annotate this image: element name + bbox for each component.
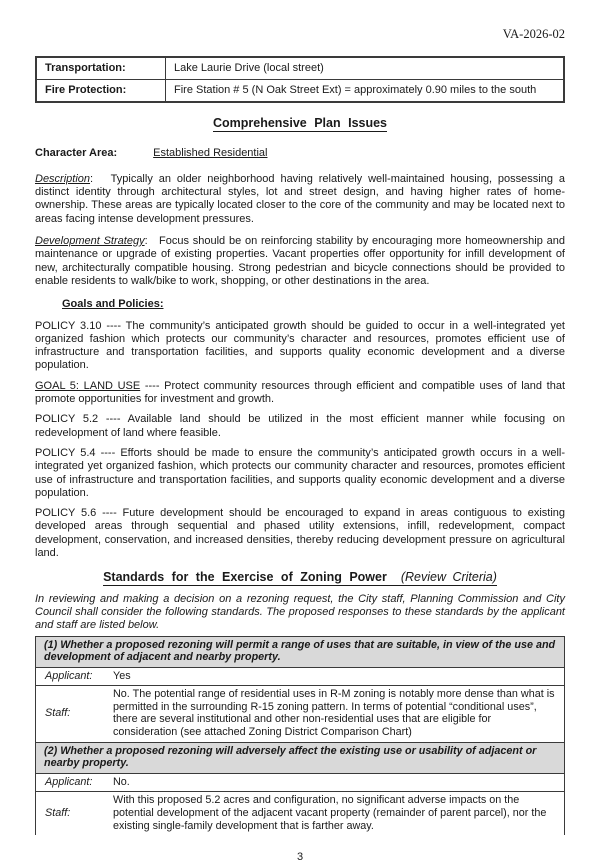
- character-area-line: [35, 147, 565, 160]
- description-paragraph: [35, 173, 565, 226]
- section-title-text: Comprehensive Plan Issues: [212, 116, 388, 131]
- goals-and-policies-heading: Goals and Policies:: [62, 298, 164, 311]
- policy-text: Efforts should be made to ensure the community’s anticipated growth occurs in a well-integrated yet organized fashion, which protects our community character and resources, promotes efficient use of infrastructure and transportation facilities, and supports quality economic development and a diverse population.: [35, 446, 566, 499]
- policy-text: The community’s anticipated growth should be guided to occur in a well-integrated yet organized fashion which protects our community’s character and resources, promotes efficient use of infrastructure and transportation facilities, and supports quality economic development and a diverse population.: [35, 319, 565, 372]
- description-label: Description: [35, 172, 91, 185]
- transportation-label: Transportation:: [36, 57, 166, 80]
- policy-lead: POLICY 3.10: [35, 319, 102, 332]
- site-info-table: [35, 56, 565, 103]
- goal-text: Protect community resources through efficient and compatible uses of land that promote opportunities for investment and growth.: [35, 379, 565, 406]
- policy-5-2-paragraph: [35, 413, 565, 440]
- policy-5-6-paragraph: [35, 507, 565, 560]
- description-colon: :: [90, 172, 94, 185]
- policy-3-10-paragraph: [35, 320, 565, 373]
- policy-text: Future development should be encouraged to expand in areas contiguous to existing developed areas through sequential and phased utility extensions, infill, redevelopment, compact development, conservation, and increased densities, thereby reducing development pressure on agricultural land.: [35, 507, 566, 560]
- standards-title-wrap: [103, 570, 497, 586]
- applicant-response: No.: [107, 773, 565, 792]
- policy-5-4-paragraph: [35, 447, 565, 500]
- development-strategy-label: Development Strategy: [35, 235, 145, 248]
- criterion-2-header-row: [36, 742, 565, 773]
- policy-lead: POLICY 5.2: [35, 413, 99, 426]
- page-number: 3: [296, 851, 304, 864]
- transportation-value: Lake Laurie Drive (local street): [166, 57, 565, 80]
- development-strategy-colon: :: [144, 235, 148, 248]
- section-title-standards: [35, 571, 565, 584]
- criterion-2-applicant-row: [36, 773, 565, 792]
- goal-dashes: ----: [140, 379, 165, 392]
- description-text: Typically an older neighborhood having relatively well-maintained housing, possessing a distinct identity through architectural styles, lot and street design, and having higher rates of home-ownership. These areas are typically located closer to the core of the community and may be located next to areas facing intense development pressures.: [35, 172, 565, 225]
- criterion-1-staff-row: [36, 686, 565, 742]
- character-area-label: Character Area:: [35, 146, 118, 159]
- policy-lead: POLICY 5.4: [35, 446, 96, 459]
- character-area-value: Established Residential: [153, 146, 268, 159]
- standards-title-text: Standards for the Exercise of Zoning Power: [103, 570, 387, 585]
- applicant-response: Yes: [107, 667, 565, 686]
- applicant-label: Applicant:: [36, 667, 108, 686]
- standards-intro-paragraph: In reviewing and making a decision on a rezoning request, the City staff, Planning Commission and City Council shall consider the following standards. The proposed responses to these standards by the applicant and staff are listed below.: [35, 592, 565, 632]
- fire-protection-value: Fire Station # 5 (N Oak Street Ext) = approximately 0.90 miles to the south: [166, 80, 565, 103]
- staff-response: No. The potential range of residential uses in R-M zoning is notably more dense than what is permitted in the surrounding R-15 zoning pattern. In terms of potential “conditional uses”, there are several institutional and other non-residential uses that are eligible for consideration (see attached Zoning District Comparison Chart): [107, 686, 565, 742]
- goal-5-land-use-paragraph: [35, 380, 565, 407]
- development-strategy-text: Focus should be on reinforcing stability by encouraging more homeownership and maintenance or upgrade of existing properties. Vacant properties offer opportunity for infill development of new, architecturally compatible housing. Strong pedestrian and bicycle connections should be provided to enable residents to walk/bike to work, shopping, or other destinations in the area.: [35, 235, 566, 287]
- policy-dashes: ----: [96, 507, 123, 520]
- staff-response: With this proposed 5.2 acres and configuration, no significant adverse impacts on the potential development of the adjacent vacant property (remainder of parent parcel), nor the existing single-family development that is farther away.: [113, 794, 547, 832]
- fire-protection-label: Fire Protection:: [36, 80, 166, 103]
- staff-label: Staff:: [36, 686, 108, 742]
- criterion-1-applicant-row: [36, 667, 565, 686]
- table-row: [36, 80, 564, 103]
- staff-label: Staff:: [45, 807, 71, 820]
- goal-lead: GOAL 5: LAND USE: [35, 379, 141, 392]
- case-number: VA-2026-02: [502, 27, 565, 41]
- criterion-2-staff-row: [36, 792, 565, 835]
- policy-lead: POLICY 5.6: [35, 507, 97, 520]
- section-title-comprehensive-plan: [35, 117, 565, 130]
- table-row: [36, 57, 564, 80]
- criterion-2-heading: (2) Whether a proposed rezoning will adversely affect the existing use or usability of adjacent or nearby property.: [36, 742, 565, 773]
- applicant-label: Applicant:: [36, 773, 108, 792]
- standards-title-suffix: (Review Criteria): [400, 570, 497, 585]
- policy-dashes: ----: [95, 446, 121, 459]
- review-criteria-table: [35, 636, 565, 836]
- criterion-1-heading: (1) Whether a proposed rezoning will permit a range of uses that are suitable, in view of the use and development of adjacent and nearby property.: [36, 636, 565, 667]
- development-strategy-paragraph: [35, 235, 565, 288]
- policy-dashes: ----: [98, 413, 128, 426]
- policy-text: Available land should be utilized in the most efficient manner while focusing on redevelopment of land where feasible.: [35, 413, 565, 439]
- policy-dashes: ----: [101, 319, 126, 332]
- criterion-1-header-row: [36, 636, 565, 667]
